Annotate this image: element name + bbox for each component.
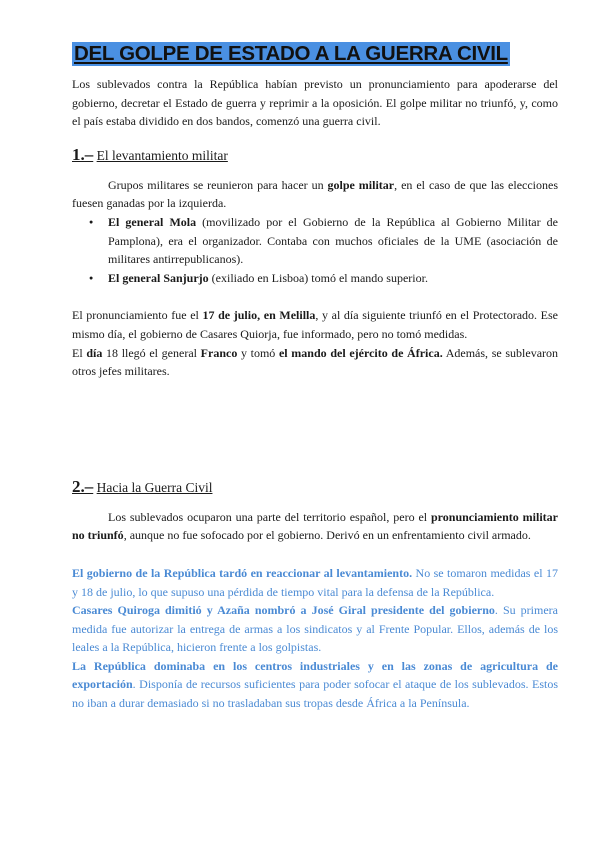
section-1-bullet-list — [72, 213, 558, 287]
list-item: ● El general Sanjurjo (exiliado en Lisboa) tomó el mando superior. — [108, 269, 558, 288]
section-1-title: El levantamiento militar — [96, 147, 228, 163]
section-1-number: 1.– — [72, 144, 94, 164]
section-2-paragraph-1: Los sublevados ocuparon una parte del territorio español, pero el pronunciamiento militar no triunfó, aunque no fue sofocado por el gobierno. Derivó en un enfrentamiento civil armado. — [72, 509, 558, 543]
section-2-blue-paragraph-2: Casares Quiroga dimitió y Azaña nombró a José Giral presidente del gobierno. Su primera medida fue autorizar la entrega de armas a los sindicatos y al Frente Popular. Ellos, además de los leales a la República, hicieron frente a los golpistas. — [72, 603, 558, 655]
page-title: DEL GOLPE DE ESTADO A LA GUERRA CIVIL — [74, 42, 508, 65]
section-1-heading — [72, 145, 558, 166]
section-2-heading — [72, 477, 558, 498]
list-item: ● El general Mola (movilizado por el Gobierno de la República al Gobierno Militar de Pamplona), era el organizador. Contaba con muchos oficiales de la UME (asociación de militares antirrepublicanos). — [108, 213, 558, 269]
section-1-paragraph-1: Grupos militares se reunieron para hacer un golpe militar, en el caso de que las elecciones fuesen ganadas por la izquierda. — [72, 177, 559, 211]
section-2-blue-paragraph-1: El gobierno de la República tardó en reaccionar al levantamiento. No se tomaron medidas el 17 y 18 de julio, lo que supuso una pérdida de tiempo vital para la defensa de la República. — [72, 565, 558, 599]
document-page — [72, 42, 558, 713]
intro-paragraph: Los sublevados contra la República habían previsto un pronunciamiento para apoderarse del gobierno, decretar el Estado de guerra y reprimir a la oposición. El golpe militar no triunfó, y, como el país estaba dividido en dos bandos, comenzó una guerra civil. — [72, 77, 558, 129]
section-1-paragraph-2: El pronunciamiento fue el 17 de julio, en Melilla, y al día siguiente triunfó en el Protectorado. Ese mismo día, el gobierno de Casares Quiorja, fue informado, pero no tomó medidas. — [72, 308, 558, 341]
section-2-title: Hacia la Guerra Civil — [96, 479, 213, 495]
section-1-paragraph-3: El día 18 llegó el general Franco y tomó el mando del ejército de África. Además, se sublevaron otros jefes militares. — [72, 345, 559, 379]
section-2-blue-paragraph-3: La República dominaba en los centros industriales y en las zonas de agricultura de exportación. Disponía de recursos suficientes para poder sofocar el ataque de los sublevados. Estos no iban a durar demasiado si no trasladaban sus tropas desde África a la Península. — [72, 658, 558, 711]
section-2-number: 2.– — [72, 476, 94, 496]
